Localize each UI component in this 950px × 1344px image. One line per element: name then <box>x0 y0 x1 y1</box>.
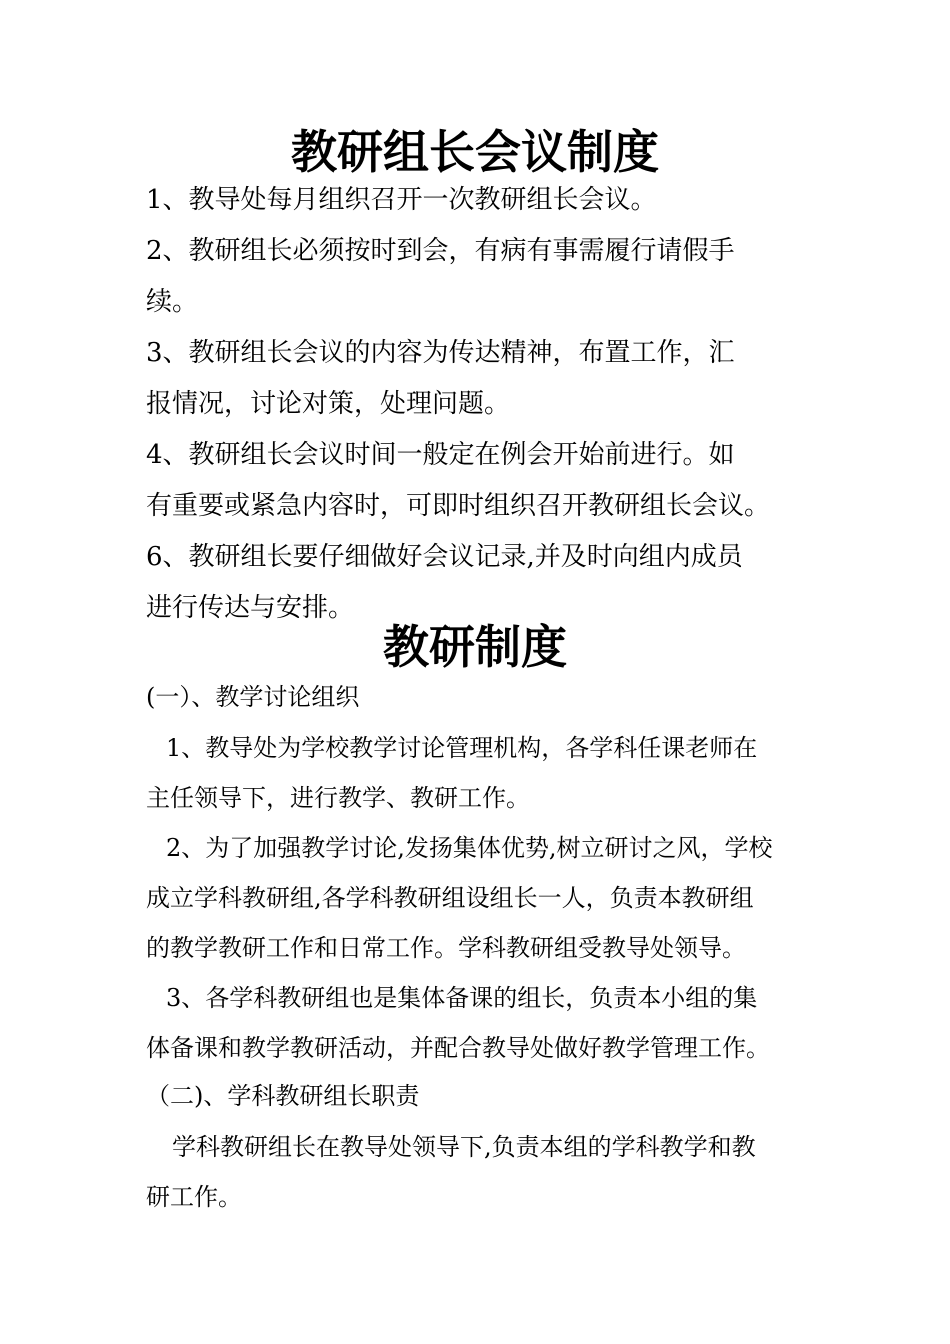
rule-4-line-1: 4、教研组长会议时间一般定在例会开始前进行。如 <box>146 440 735 470</box>
section-1-item-2-line-3: 的教学教研工作和日常工作。学科教研组受教导处领导。 <box>146 934 746 962</box>
rule-1-line-1: 1、教导处每月组织召开一次教研组长会议。 <box>146 185 657 215</box>
document-title-research-system: 教研制度 <box>383 620 567 674</box>
section-1-item-2-line-2: 成立学科教研组,各学科教研组设组长一人，负责本教研组 <box>146 884 754 912</box>
section-1-item-2-line-1: 2、为了加强教学讨论,发扬集体优势,树立研讨之风，学校 <box>166 834 773 862</box>
rule-4-line-2: 有重要或紧急内容时，可即时组织召开教研组长会议。 <box>146 491 771 521</box>
meeting-rules-list <box>146 175 826 634</box>
rule-2-line-2: 续。 <box>146 287 199 317</box>
section-teaching-discussion <box>146 672 826 1073</box>
section-1-item-1-line-1: 1、教导处为学校教学讨论管理机构，各学科任课老师在 <box>166 734 758 762</box>
section-1-item-1-line-2: 主任领导下，进行教学、教研工作。 <box>146 784 530 812</box>
section-2-item-1-line-1: 学科教研组长在教导处领导下,负责本组的学科教学和教 <box>172 1133 756 1161</box>
section-1-item-3-line-2: 体备课和教学教研活动，并配合教导处做好教学管理工作。 <box>146 1034 770 1062</box>
section-2-item-1-line-2: 研工作。 <box>146 1183 242 1211</box>
document-title-meeting-system: 教研组长会议制度 <box>291 125 659 179</box>
rule-6-line-2: 进行传达与安排。 <box>146 593 355 623</box>
section-1-item-3-line-1: 3、各学科教研组也是集体备课的组长，负责本小组的集 <box>166 984 758 1012</box>
rule-3-line-1: 3、教研组长会议的内容为传达精神，布置工作，汇 <box>146 338 735 368</box>
rule-3-line-2: 报情况，讨论对策，处理问题。 <box>146 389 511 419</box>
section-1-heading: (一）、教学讨论组织 <box>146 683 360 711</box>
rule-2-line-1: 2、教研组长必须按时到会，有病有事需履行请假手 <box>146 236 735 266</box>
section-group-leader-duties <box>146 1071 826 1222</box>
rule-6-line-1: 6、教研组长要仔细做好会议记录,并及时向组内成员 <box>146 542 743 572</box>
section-2-heading: （二)、学科教研组长职责 <box>146 1082 420 1110</box>
